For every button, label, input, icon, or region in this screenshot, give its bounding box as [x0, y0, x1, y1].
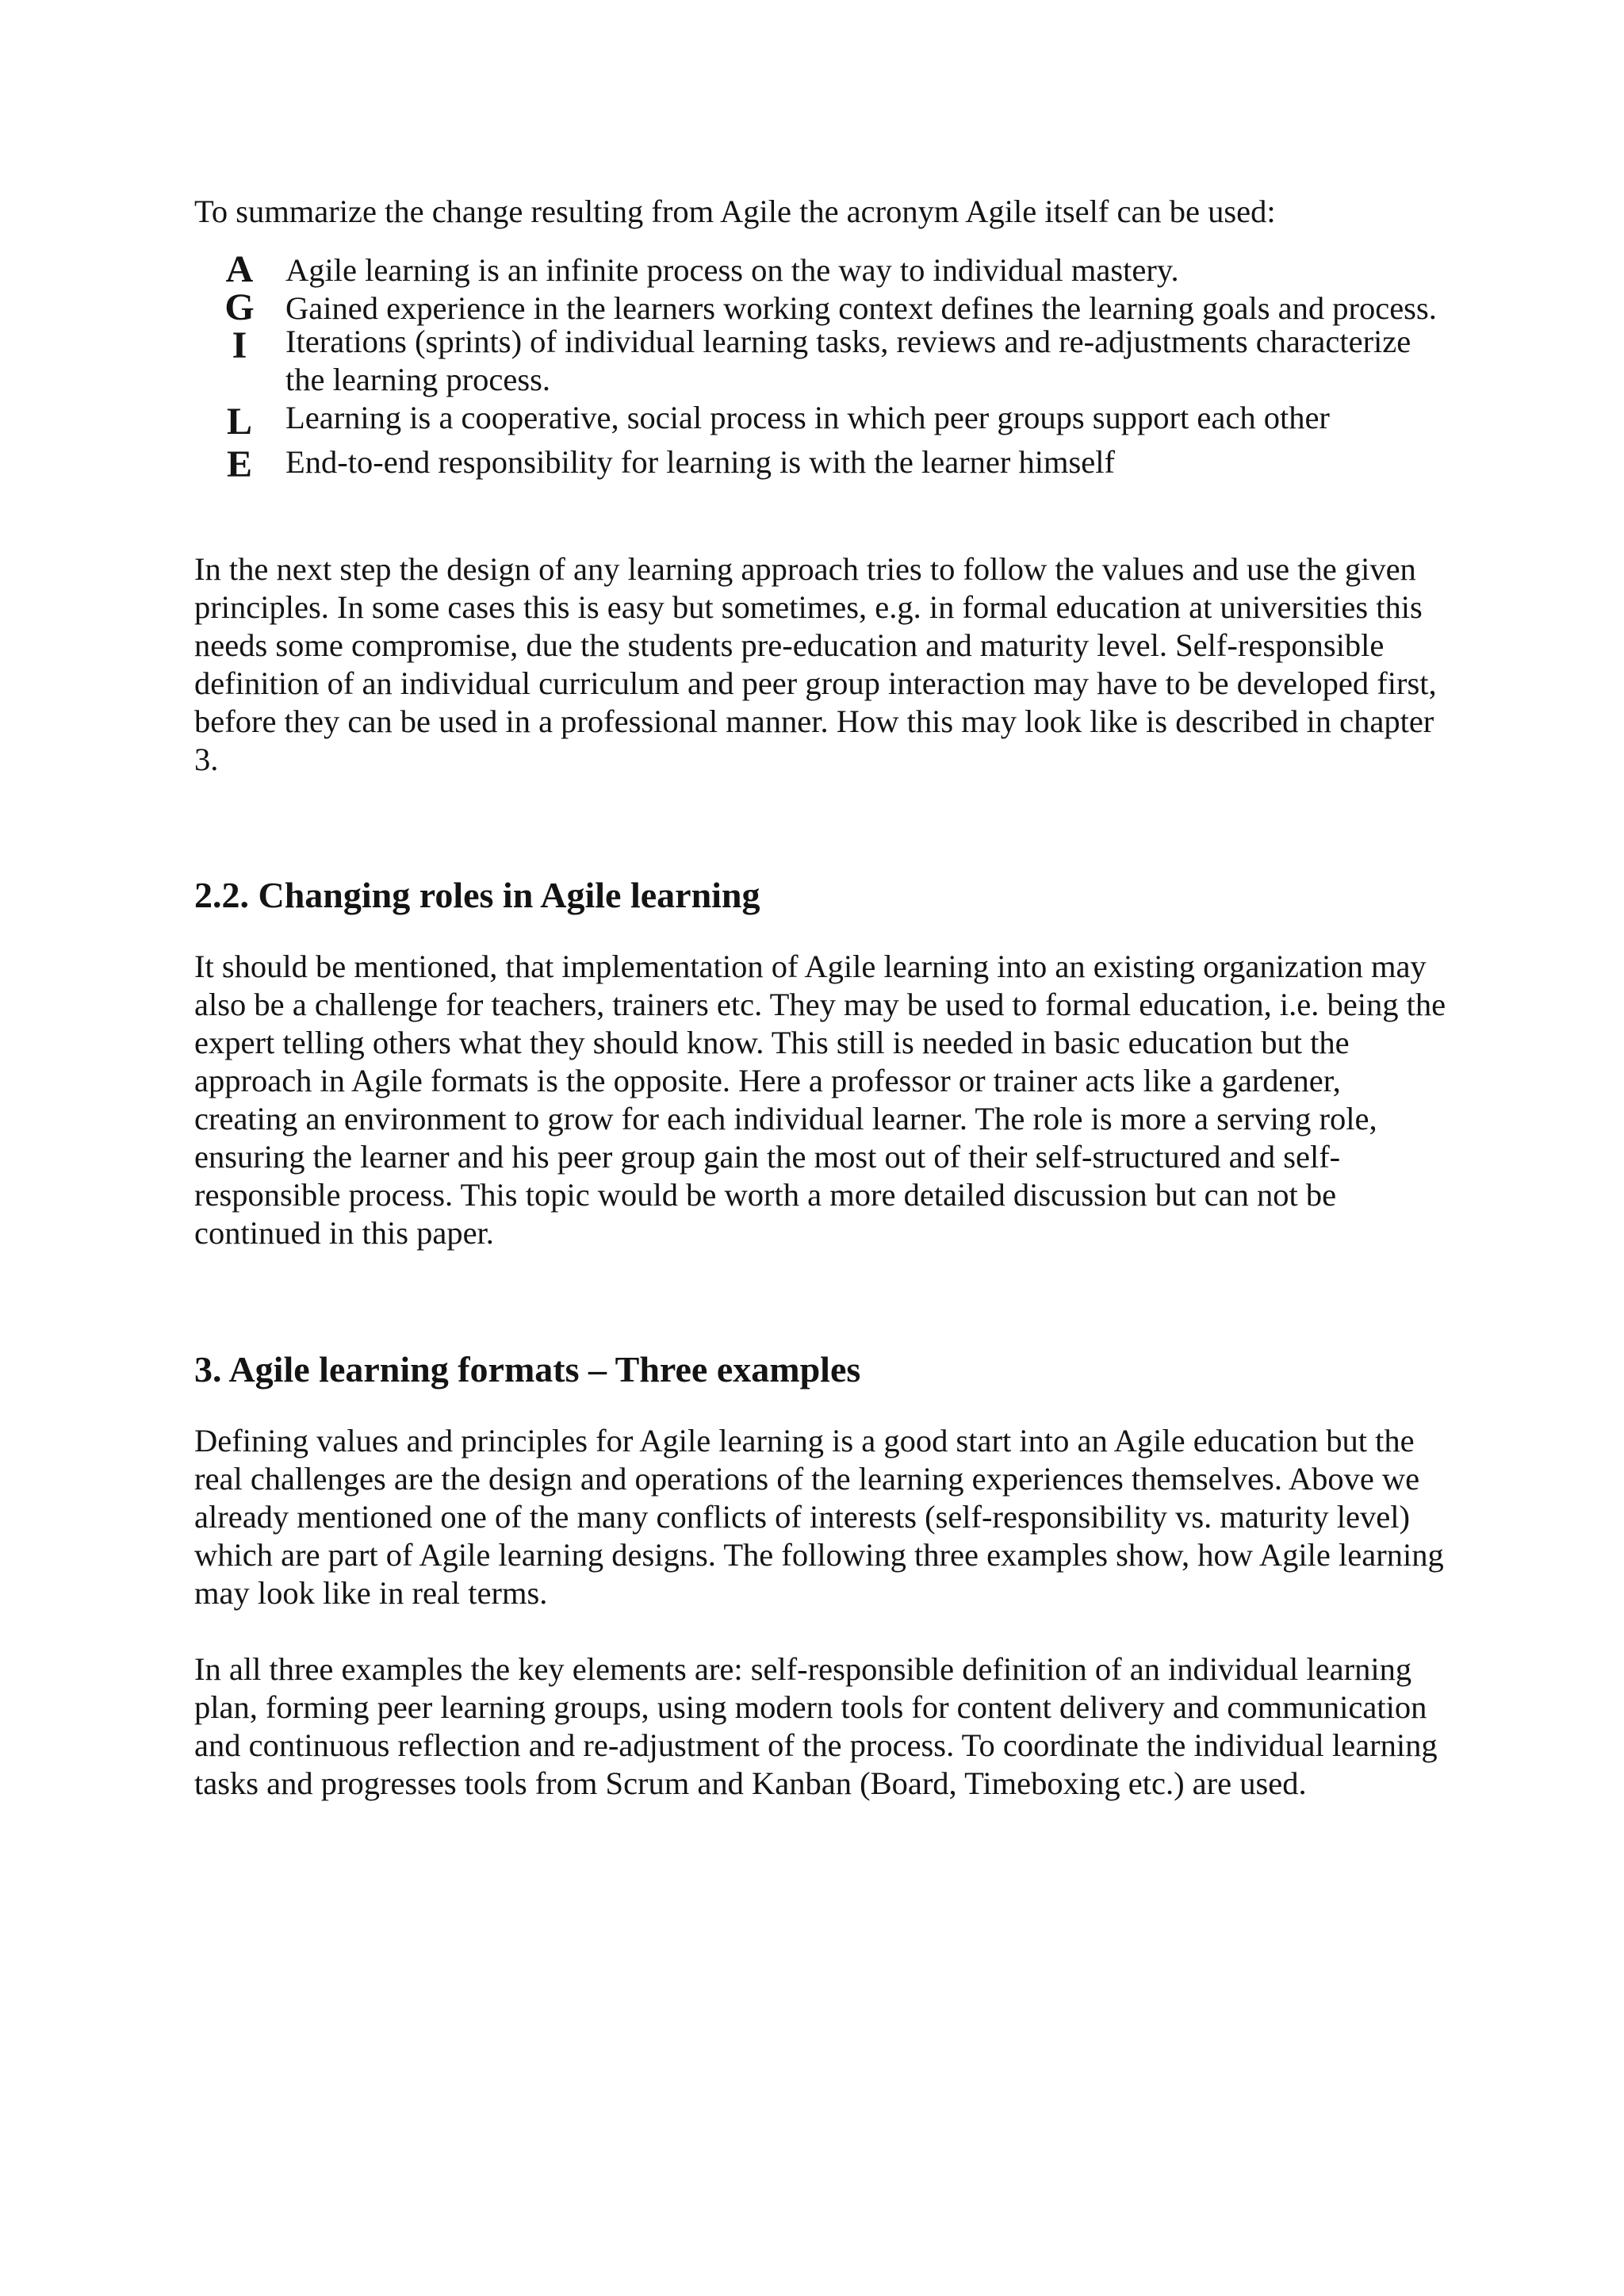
acronym-text: End-to-end responsibility for learning is with the learner himself	[285, 444, 1115, 480]
section-heading-3: 3. Agile learning formats – Three examples	[194, 1349, 861, 1389]
acronym-text: Iterations (sprints) of individual learning tasks, reviews and re-adjustments characterize the learning process.	[285, 324, 1411, 397]
acronym-letter: I	[232, 324, 247, 366]
intro-paragraph: To summarize the change resulting from Agile the acronym Agile itself can be used:	[194, 194, 1276, 229]
acronym-letter: E	[226, 443, 252, 485]
document-page	[194, 193, 1447, 1803]
acronym-row-e	[194, 442, 1447, 485]
acronym-row-a	[194, 247, 1447, 289]
acronym-letter: G	[224, 286, 255, 328]
section-2-2-body: It should be mentioned, that implementation of Agile learning into an existing organization may also be a challenge for teachers, trainers etc. They may be used to formal education, i.e. being the expert telling others what they should know. This still is needed in basic education but the approach in Agile formats is the opposite. Here a professor or trainer acts like a gardener, creating an environment to grow for each individual learner. The role is more a serving role, ensuring the learner and his peer group gain the most out of their self-structured and self-responsible process. This topic would be worth a more detailed discussion but can not be continued in this paper.	[194, 949, 1446, 1251]
acronym-text: Gained experience in the learners working context defines the learning goals and process.	[285, 290, 1437, 326]
acronym-row-g	[194, 285, 1447, 328]
section-3-body-2: In all three examples the key elements are: self-responsible definition of an individual learning plan, forming peer learning groups, using modern tools for content delivery and communication and continuous reflection and re-adjustment of the process. To coordinate the individual learning tasks and progresses tools from Scrum and Kanban (Board, Timeboxing etc.) are used.	[194, 1651, 1438, 1801]
acronym-text: Learning is a cooperative, social process in which peer groups support each other	[285, 400, 1330, 435]
section-heading-2-2: 2.2. Changing roles in Agile learning	[194, 875, 760, 915]
agile-acronym-list	[194, 247, 1447, 485]
acronym-letter: L	[226, 401, 252, 443]
acronym-row-i	[194, 323, 1447, 399]
acronym-row-l	[194, 399, 1447, 442]
acronym-letter: A	[225, 248, 254, 290]
acronym-text: Agile learning is an infinite process on the way to individual mastery.	[285, 252, 1179, 288]
next-step-paragraph: In the next step the design of any learning approach tries to follow the values and use the given principles. In some cases this is easy but sometimes, e.g. in formal education at universities this needs some compromise, due the students pre-education and maturity level. Self-responsible definition of an individual curriculum and peer group interaction may have to be developed first, before they can be used in a professional manner. How this may look like is described in chapter 3.	[194, 551, 1437, 777]
section-3-body-1: Defining values and principles for Agile learning is a good start into an Agile education but the real challenges are the design and operations of the learning experiences themselves. Above we already mentioned one of the many conflicts of interests (self-responsibility vs. maturity level) which are part of Agile learning designs. The following three examples show, how Agile learning may look like in real terms.	[194, 1423, 1444, 1611]
